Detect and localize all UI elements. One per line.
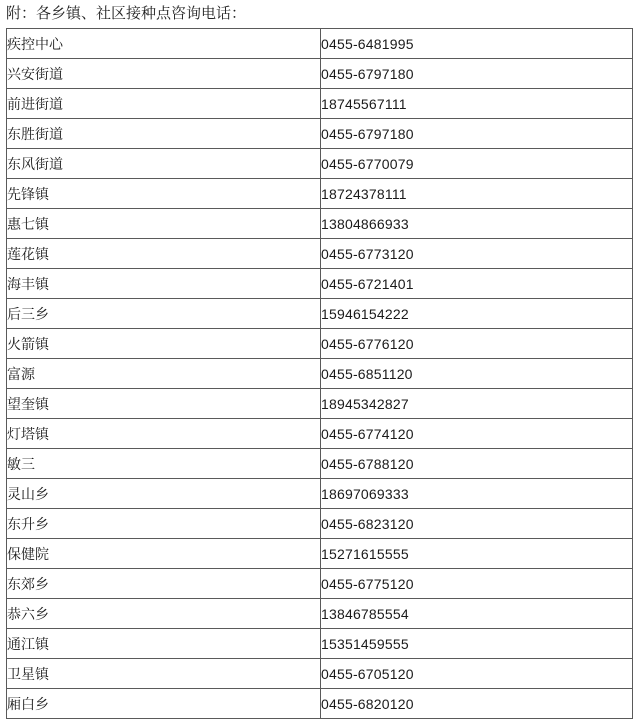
site-name: 东风街道 [7,149,321,179]
phone-number: 0455-6797180 [321,59,633,89]
phone-number: 0455-6775120 [321,569,633,599]
table-row [7,119,633,149]
phone-number: 15271615555 [321,539,633,569]
site-name: 火箭镇 [7,329,321,359]
site-name: 敏三 [7,449,321,479]
site-name: 前进街道 [7,89,321,119]
phone-number: 0455-6823120 [321,509,633,539]
table-row [7,509,633,539]
phone-number: 0455-6721401 [321,269,633,299]
phone-number: 0455-6773120 [321,239,633,269]
table-row [7,539,633,569]
site-name: 恭六乡 [7,599,321,629]
site-name: 通江镇 [7,629,321,659]
site-name: 望奎镇 [7,389,321,419]
page-heading: 附：各乡镇、社区接种点咨询电话： [6,4,247,22]
site-name: 后三乡 [7,299,321,329]
site-name: 惠七镇 [7,209,321,239]
phone-number: 15946154222 [321,299,633,329]
phone-number: 13804866933 [321,209,633,239]
site-name: 东胜街道 [7,119,321,149]
table-row [7,449,633,479]
phone-number: 18745567111 [321,89,633,119]
phone-number: 0455-6776120 [321,329,633,359]
table-row [7,209,633,239]
site-name: 东升乡 [7,509,321,539]
table-row [7,269,633,299]
table-row [7,479,633,509]
site-name: 海丰镇 [7,269,321,299]
table-row [7,329,633,359]
site-name: 疾控中心 [7,29,321,59]
contact-table-body [7,29,633,719]
table-row [7,239,633,269]
table-row [7,179,633,209]
site-name: 灯塔镇 [7,419,321,449]
site-name: 卫星镇 [7,659,321,689]
contact-table [6,28,633,719]
phone-number: 0455-6705120 [321,659,633,689]
table-row [7,659,633,689]
phone-number: 0455-6820120 [321,689,633,719]
phone-number: 13846785554 [321,599,633,629]
phone-number: 0455-6851120 [321,359,633,389]
site-name: 兴安街道 [7,59,321,89]
phone-number: 15351459555 [321,629,633,659]
phone-number: 0455-6481995 [321,29,633,59]
table-row [7,59,633,89]
site-name: 东郊乡 [7,569,321,599]
phone-number: 0455-6770079 [321,149,633,179]
phone-number: 0455-6788120 [321,449,633,479]
table-row [7,569,633,599]
table-row [7,299,633,329]
site-name: 保健院 [7,539,321,569]
phone-number: 0455-6797180 [321,119,633,149]
table-row [7,359,633,389]
table-row [7,149,633,179]
site-name: 先锋镇 [7,179,321,209]
site-name: 厢白乡 [7,689,321,719]
table-row [7,689,633,719]
phone-number: 0455-6774120 [321,419,633,449]
table-row [7,629,633,659]
table-row [7,29,633,59]
phone-number: 18945342827 [321,389,633,419]
table-row [7,599,633,629]
phone-number: 18697069333 [321,479,633,509]
table-row [7,419,633,449]
site-name: 灵山乡 [7,479,321,509]
table-row [7,389,633,419]
phone-number: 18724378111 [321,179,633,209]
site-name: 莲花镇 [7,239,321,269]
site-name: 富源 [7,359,321,389]
table-row [7,89,633,119]
